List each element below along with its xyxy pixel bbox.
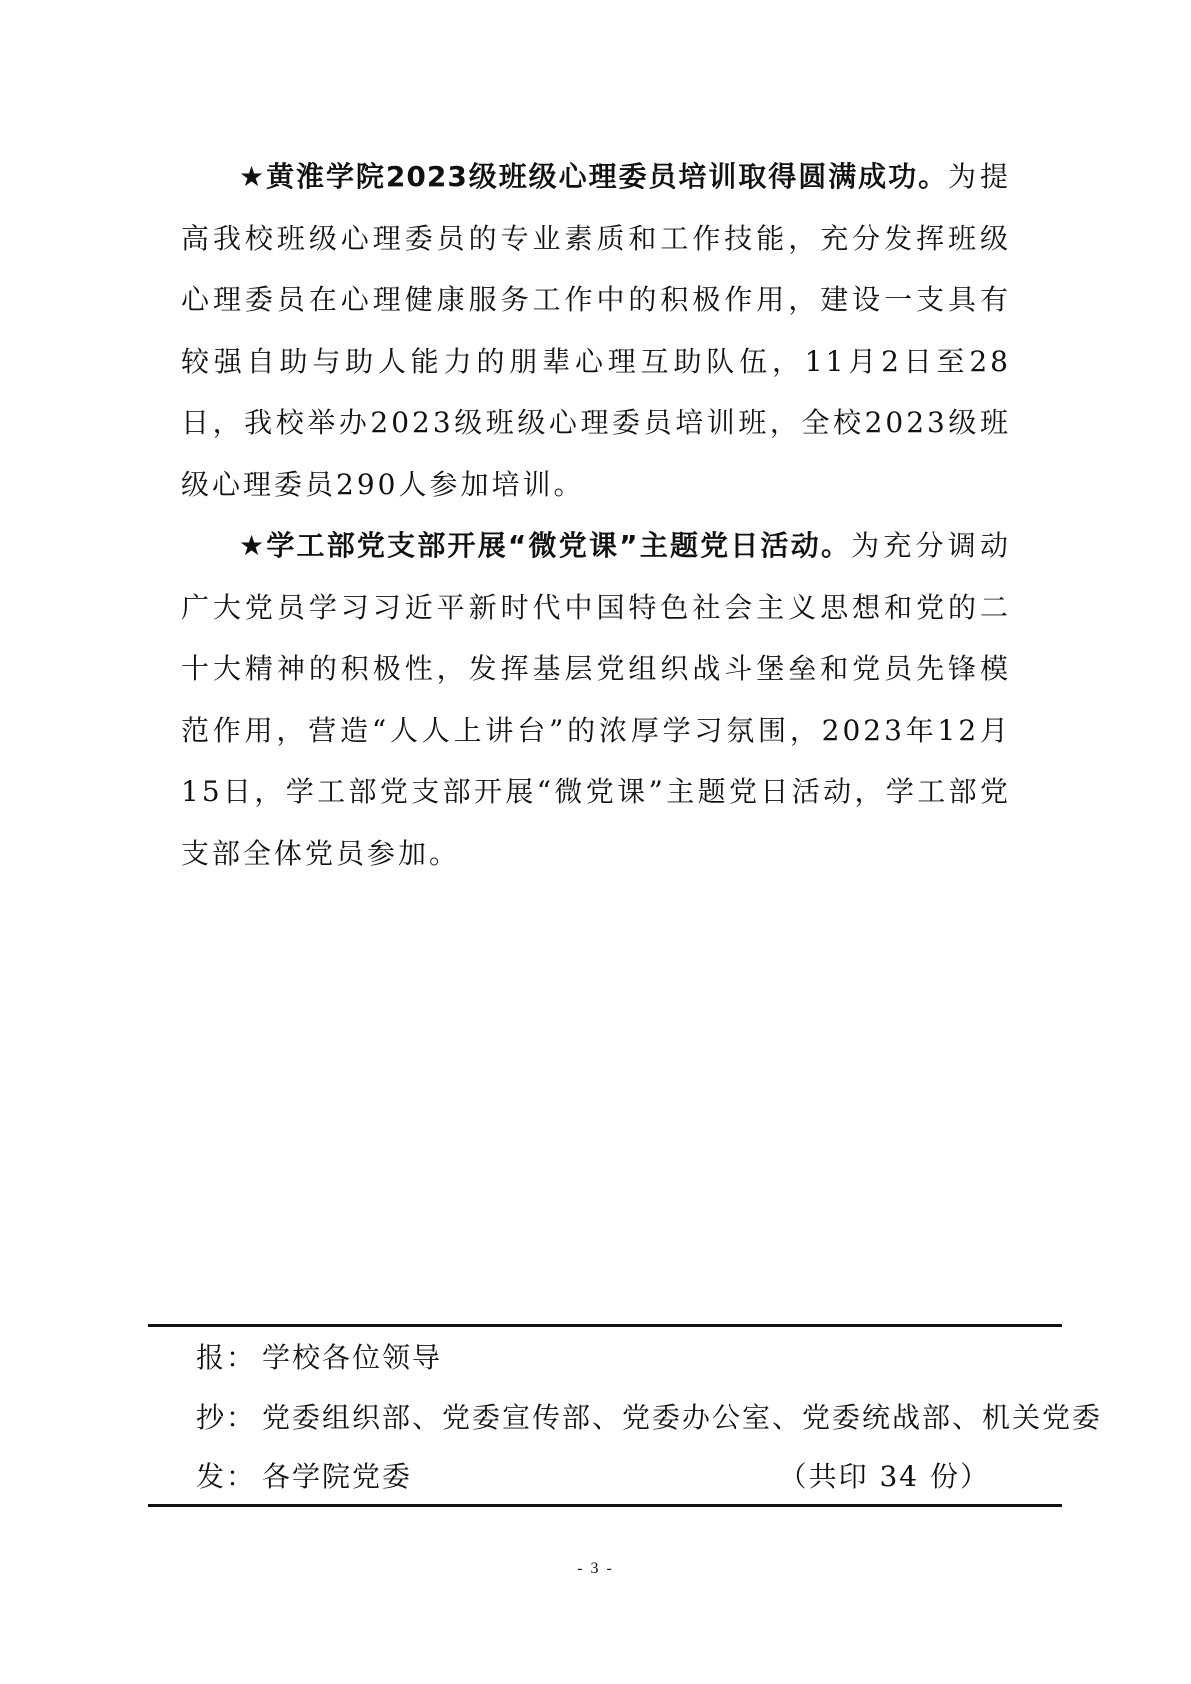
send-label: 发： [196, 1460, 257, 1493]
report-row [196, 1338, 1062, 1378]
star-icon: ★ [239, 529, 267, 562]
copy-label: 抄： [196, 1401, 257, 1434]
news-title-text: 学工部党支部开展“微党课”主题党日活动。 [266, 529, 852, 562]
star-icon: ★ [239, 160, 267, 193]
news-paragraph [181, 146, 1011, 515]
copy-row [196, 1398, 1103, 1438]
news-title-text: 黄淮学院2023级班级心理委员培训取得圆满成功。 [266, 160, 949, 193]
page-number: - 3 - [577, 1560, 614, 1577]
news-item-2 [181, 515, 1011, 884]
copy-recipients: 党委组织部、党委宣传部、党委办公室、党委统战部、机关党委 [262, 1401, 1103, 1434]
news-title [239, 160, 948, 193]
send-recipients: 各学院党委 [262, 1460, 413, 1493]
news-paragraph [181, 515, 1011, 884]
report-recipients: 学校各位领导 [262, 1341, 443, 1374]
news-body: 为提高我校班级心理委员的专业素质和工作技能，充分发挥班级心理委员在心理健康服务工作中的积极作用，建设一支具有较强自助与助人能力的朋辈心理互助队伍，11月2日至28日，我校举办2023级班级心理委员培训班，全校2023级班级心理委员290人参加培训。 [181, 160, 1011, 501]
distribution-block [148, 1324, 1103, 1508]
news-body: 为充分调动广大党员学习习近平新时代中国特色社会主义思想和党的二十大精神的积极性，发挥基层党组织战斗堡垒和党员先锋模范作用，营造“人人上讲台”的浓厚学习氛围，2023年12月15日，学工部党支部开展“微党课”主题党日活动，学工部党支部全体党员参加。 [181, 529, 1011, 870]
divider-top [148, 1324, 1062, 1327]
copies-count: （共印 34 份） [778, 1460, 990, 1493]
divider-bottom [148, 1504, 1062, 1507]
send-row [196, 1457, 1062, 1497]
report-label: 报： [196, 1341, 257, 1374]
news-item-1 [181, 146, 1011, 515]
news-title [239, 529, 851, 562]
